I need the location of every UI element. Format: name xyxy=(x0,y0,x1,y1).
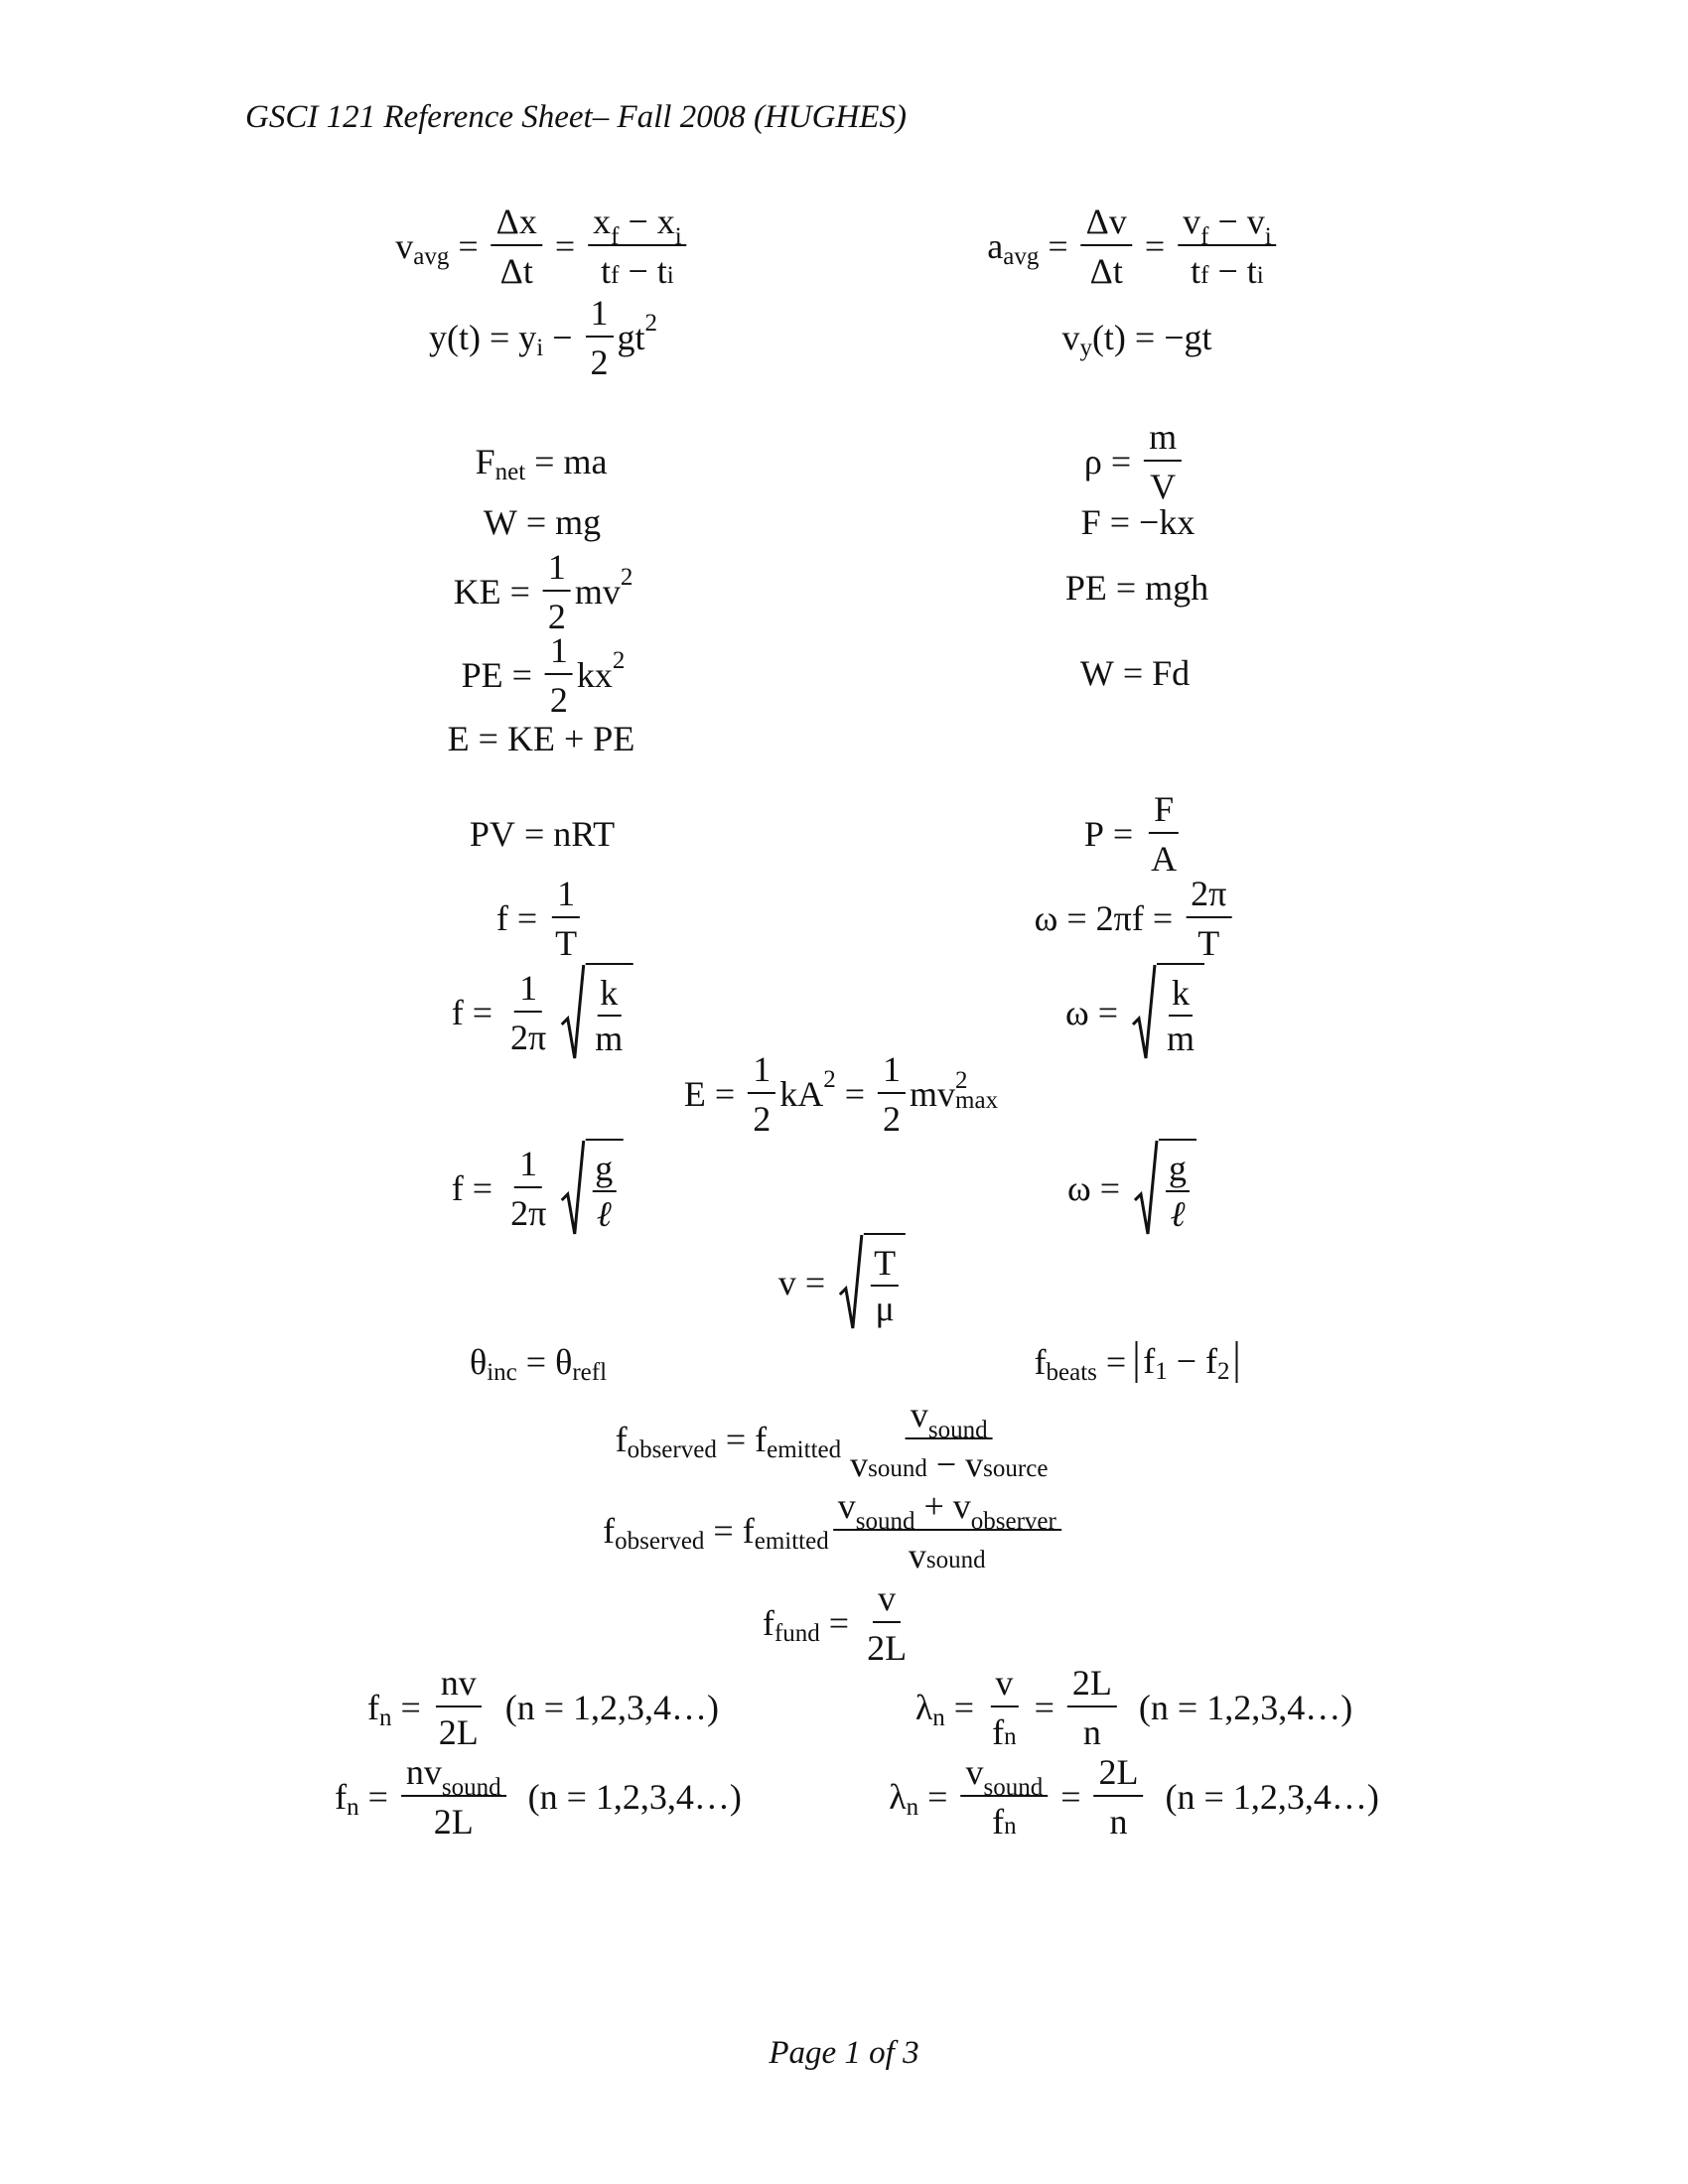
sound-harmonic-wavelength-equation: λ n = v sound f n = $\frac{2L}{n}$ (n = 1,2,3,4…) xyxy=(889,1752,1379,1842)
hookes-law-equation: F = −kx xyxy=(1080,502,1196,542)
gravitational-pe-equation: PE = mgh xyxy=(1064,568,1209,608)
vertical-velocity-equation: v y (t) = −gt xyxy=(1061,318,1212,361)
avg-acceleration-equation: a avg = $\frac{\Delta v}{\Delta t}$ = v f − v i t f − t i xyxy=(987,204,1280,289)
ideal-gas-equation: PV = nRT xyxy=(469,814,616,854)
pendulum-frequency-equation: f = $\frac{1}{2\pi}$ $\frac{g}{\text{ℓ}}$ xyxy=(452,1139,624,1238)
spring-frequency-equation: f = $\frac{1}{2\pi}$ $\frac{k}{m}$ xyxy=(452,963,633,1062)
position-equation: y(t) = y i − $\frac{1}{2}$ gt 2 xyxy=(428,293,658,382)
avg-velocity-equation: v avg = $\frac{\Delta x}{\Delta t}$ = x f − x i t f − t i xyxy=(395,204,690,289)
doppler-moving-source-equation: f observed = f emitted v sound v sound − v source xyxy=(615,1395,1049,1484)
frequency-period-equation: f = $\frac{1}{T}$ xyxy=(496,876,586,961)
angular-frequency-equation: ω = 2πf = $\frac{2\pi}{T}$ xyxy=(1035,876,1236,961)
harmonic-wavelength-equation: λ n = v f n = $\frac{2L}{n}$ (n = 1,2,3,4…) xyxy=(914,1663,1353,1752)
sound-harmonic-frequency-equation: f n = nv sound 2L (n = 1,2,3,4…) xyxy=(335,1752,742,1842)
work-equation: W = Fd xyxy=(1079,653,1191,693)
reflection-law-equation: θ inc = θ refl xyxy=(469,1342,608,1386)
fundamental-frequency-equation: f fund = $\frac{v}{2L}$ xyxy=(762,1578,908,1668)
oscillator-energy-equation: E = $\frac{1}{2}$ kA 2 = $\frac{1}{2}$ mv 2 max xyxy=(683,1049,999,1139)
total-energy-equation: E = KE + PE xyxy=(447,719,635,758)
doppler-moving-observer-equation: f observed = f emitted v sound + v observer v sound xyxy=(603,1488,1065,1573)
spring-pe-equation: PE = $\frac{1}{2}$ kx 2 xyxy=(461,630,626,720)
wave-speed-equation: v = $\frac{T}{\mu}$ xyxy=(778,1233,906,1332)
pendulum-angular-frequency-equation: ω = $\frac{g}{\text{ℓ}}$ xyxy=(1067,1139,1196,1238)
page-footer: Page 1 of 3 xyxy=(769,2035,919,2071)
newton-second-law-equation: F net = ma xyxy=(475,442,608,485)
harmonic-frequency-equation: f n = $\frac{nv}{2L}$ (n = 1,2,3,4…) xyxy=(366,1663,720,1752)
pressure-equation: P = $\frac{F}{A}$ xyxy=(1084,791,1186,877)
weight-equation: W = mg xyxy=(483,502,602,542)
kinetic-energy-equation: KE = $\frac{1}{2}$ mv 2 xyxy=(453,547,633,636)
page-header: GSCI 121 Reference Sheet– Fall 2008 (HUGHES) xyxy=(245,99,907,135)
beat-frequency-equation: f beats = f 1 − f 2 xyxy=(1035,1341,1238,1383)
spring-angular-frequency-equation: ω = $\frac{k}{m}$ xyxy=(1065,963,1204,1062)
density-equation: ρ = $\frac{m}{V}$ xyxy=(1084,419,1186,504)
